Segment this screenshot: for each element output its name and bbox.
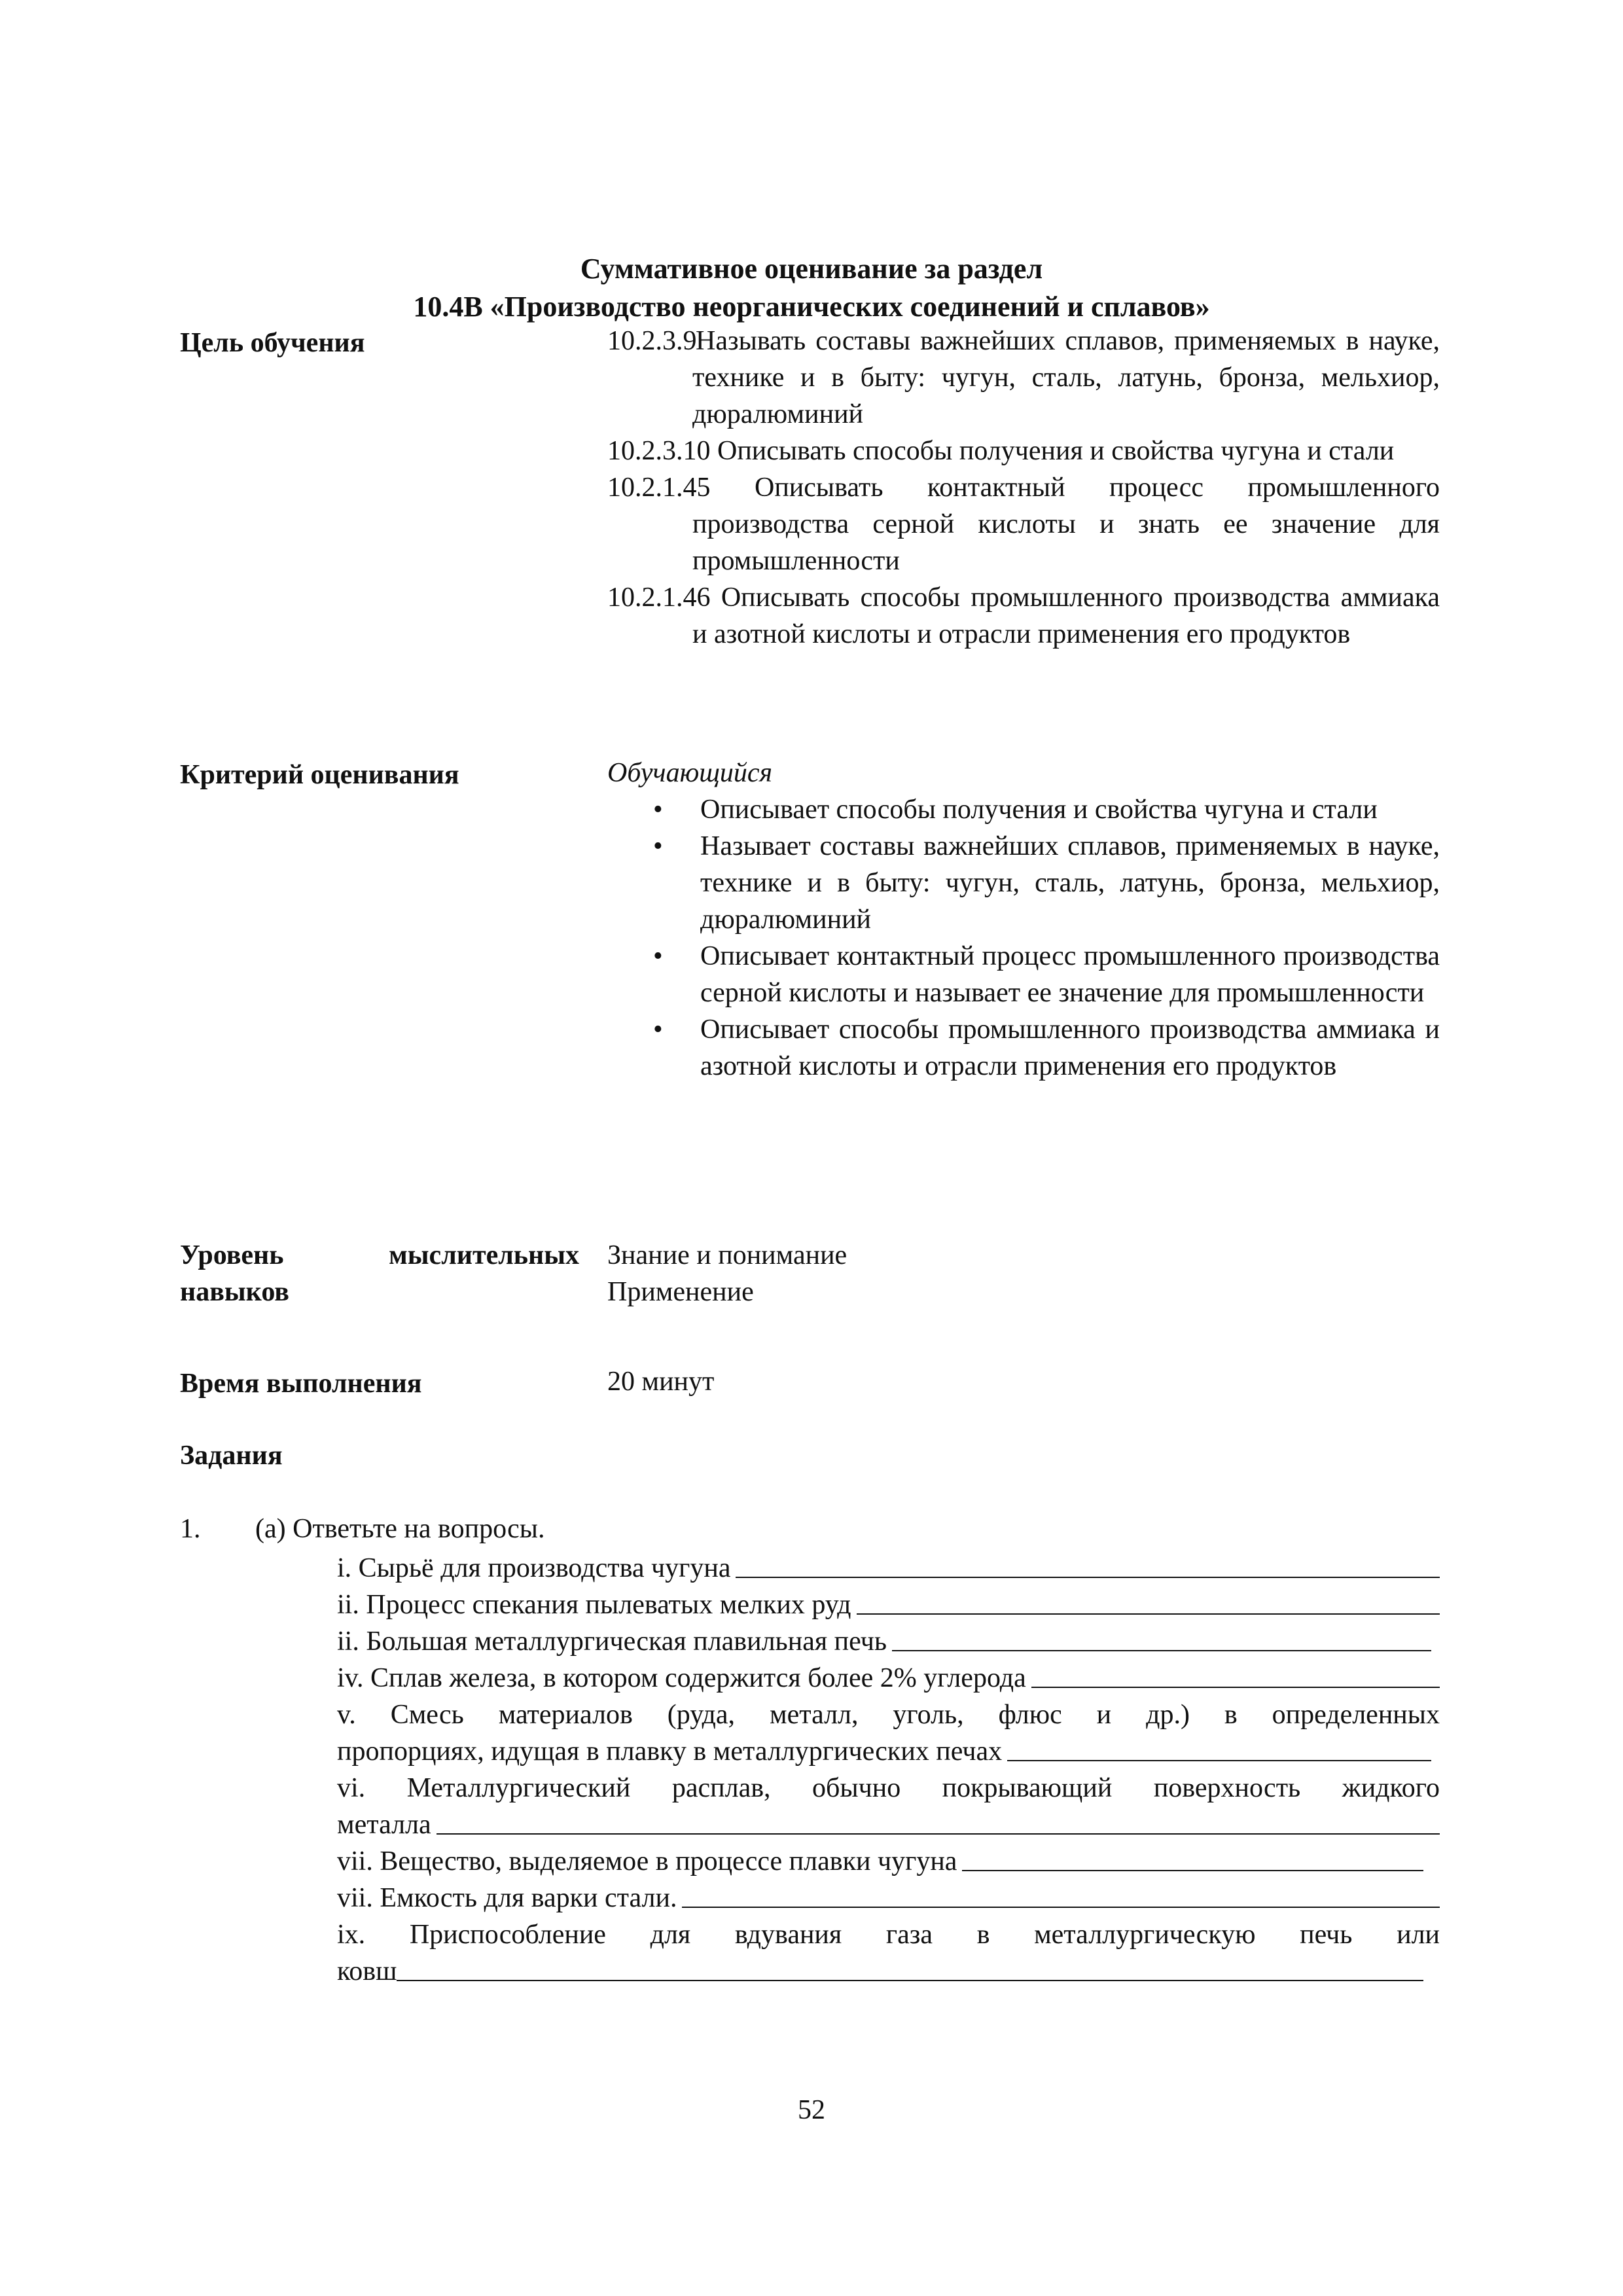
task-number: 1. (180, 1514, 201, 1544)
answer-line[interactable] (397, 1979, 1423, 1981)
question-item (337, 1587, 1440, 1623)
page-number: 52 (798, 2095, 825, 2125)
objective-item (607, 323, 1440, 433)
question-item-cont (337, 1806, 1440, 1843)
question-list (337, 1550, 1440, 1990)
page-title: Суммативное оценивание за раздел (580, 253, 1043, 285)
objective-code: 10.2.1.45 (607, 473, 711, 503)
answer-line[interactable] (1031, 1686, 1440, 1688)
objective-code: 10.2.1.46 (607, 583, 711, 613)
objective-code: 10.2.3.9 (607, 326, 697, 356)
question-item: ix. Приспособление для вдувания газа в металлургическую печь или (337, 1920, 1440, 1950)
objective-item (607, 433, 1440, 469)
thinking-values (607, 1237, 847, 1310)
objective-text: Называть составы важнейших сплавов, применяемых в науке, технике и в быту: чугун, сталь, латунь, бронза, мельхиор, дюралюминий (692, 326, 1440, 429)
answer-line[interactable] (892, 1649, 1431, 1651)
question-text: iv. Сплав железа, в котором содержится более 2% углерода (337, 1663, 1026, 1693)
question-text: ii. Процесс спекания пылеватых мелких руд (337, 1590, 851, 1620)
objective-text: Описывать контактный процесс промышленного производства серной кислоты и знать ее значение для промышленности (692, 473, 1440, 576)
question-item-cont (337, 1953, 1423, 1990)
objective-text: Описывать способы получения и свойства чугуна и стали (717, 436, 1395, 466)
objectives-list (607, 323, 1440, 653)
question-item-cont (337, 1733, 1431, 1770)
objectives-label: Цель обучения (180, 328, 365, 358)
question-item (337, 1880, 1440, 1916)
thinking-value: Применение (607, 1277, 754, 1307)
question-text: металла (337, 1810, 431, 1840)
time-label: Время выполнения (180, 1369, 422, 1399)
section-title: 10.4В «Производство неорганических соединений и сплавов» (413, 291, 1210, 323)
criteria-block (607, 755, 1440, 1085)
thinking-label-word: Уровень (180, 1240, 284, 1270)
answer-line[interactable] (962, 1869, 1423, 1871)
answer-line[interactable] (736, 1576, 1440, 1578)
question-text: vii. Емкость для варки стали. (337, 1883, 677, 1913)
criteria-item: • Описывает способы получения и свойства чугуна и стали (607, 791, 1440, 828)
question-item: vi. Металлургический расплав, обычно покрывающий поверхность жидкого (337, 1773, 1440, 1803)
question-item: v. Смесь материалов (руда, металл, уголь, флюс и др.) в определенных (337, 1700, 1440, 1730)
criteria-item: • Описывает контактный процесс промышленного производства серной кислоты и называет ее значение для промышленности (607, 938, 1440, 1011)
criteria-label: Критерий оценивания (180, 760, 459, 790)
criteria-item: • Называет составы важнейших сплавов, применяемых в науке, технике и в быту: чугун, сталь, латунь, бронза, мельхиор, дюралюминий (607, 828, 1440, 938)
criteria-intro: Обучающийся (607, 758, 773, 788)
time-value: 20 минут (607, 1367, 715, 1397)
question-text: vii. Вещество, выделяемое в процессе плавки чугуна (337, 1846, 957, 1876)
question-item (337, 1843, 1423, 1880)
answer-line[interactable] (437, 1833, 1440, 1835)
task-heading: (a) Ответьте на вопросы. (255, 1514, 545, 1544)
question-text: пропорциях, идущая в плавку в металлургических печах (337, 1736, 1003, 1767)
question-text: ii. Большая металлургическая плавильная печь (337, 1626, 887, 1657)
criteria-list (607, 791, 1440, 1085)
answer-line[interactable] (682, 1906, 1440, 1908)
thinking-label-word: мыслительных (389, 1240, 579, 1270)
objective-code: 10.2.3.10 (607, 436, 711, 466)
thinking-label-word: навыков (180, 1277, 289, 1307)
question-text: ковш (337, 1956, 397, 1986)
criteria-item: • Описывает способы промышленного производства аммиака и азотной кислоты и отрасли применения его продуктов (607, 1011, 1440, 1085)
question-item (337, 1660, 1440, 1696)
answer-line[interactable] (1007, 1759, 1431, 1761)
tasks-title: Задания (180, 1441, 283, 1471)
objective-item (607, 579, 1440, 653)
answer-line[interactable] (857, 1613, 1440, 1615)
objective-item (607, 469, 1440, 579)
question-text: i. Сырьё для производства чугуна (337, 1553, 731, 1583)
objective-text: Описывать способы промышленного производства аммиака и азотной кислоты и отрасли применения его продуктов (692, 583, 1440, 649)
thinking-label (180, 1237, 579, 1310)
thinking-value: Знание и понимание (607, 1240, 847, 1270)
question-item (337, 1550, 1440, 1587)
question-item (337, 1623, 1431, 1660)
